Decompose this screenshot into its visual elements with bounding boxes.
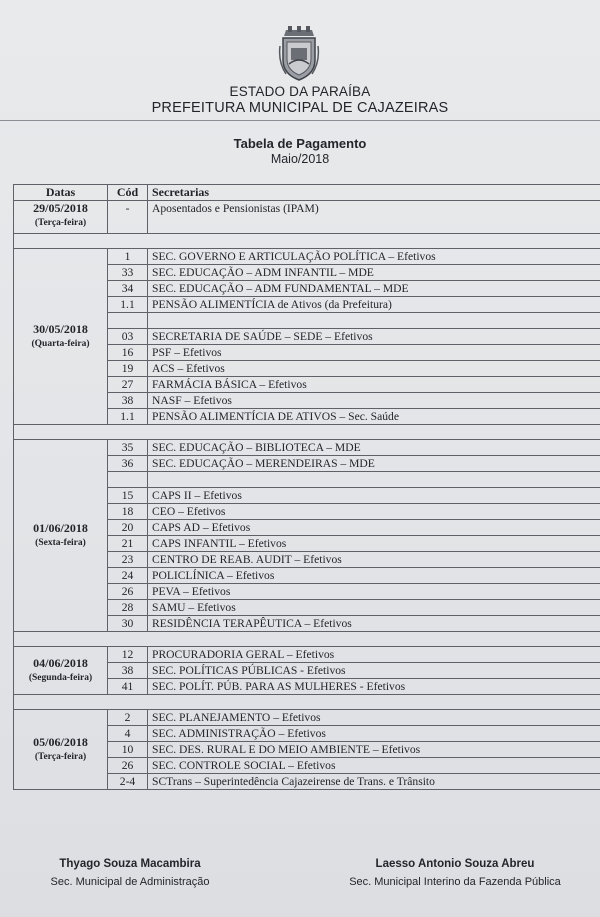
code-cell: 19 [108,361,148,377]
secretariat-cell: SEC. PLANEJAMENTO – Efetivos [148,710,600,726]
secretariat-cell [148,472,600,488]
signature-block-administration [30,858,230,888]
code-cell [108,472,148,488]
secretariat-cell: SEC. POLÍTICAS PÚBLICAS - Efetivos [148,663,600,679]
secretariat-cell: SEC. DES. RURAL E DO MEIO AMBIENTE – Efetivos [148,742,600,758]
code-cell: 1.1 [108,297,148,313]
code-cell: 24 [108,568,148,584]
secretariat-cell: SEC. EDUCAÇÃO – ADM INFANTIL – MDE [148,265,600,281]
secretariat-cell: CAPS INFANTIL – Efetivos [148,536,600,552]
signatory-role: Sec. Municipal de Administração [50,876,210,888]
table-row [14,201,600,234]
table-body [14,201,600,790]
code-cell: - [108,201,148,234]
payment-date: 05/06/2018 [33,734,88,749]
secretariat-cell: RESIDÊNCIA TERAPÊUTICA – Efetivos [148,616,600,632]
municipal-crest-icon [278,26,320,82]
signatory-name: Laesso Antonio Souza Abreu [375,858,535,870]
table-row [14,440,600,456]
code-cell: 18 [108,504,148,520]
code-cell: 36 [108,456,148,472]
code-cell: 2 [108,710,148,726]
secretariat-cell: SEC. POLÍT. PÚB. PARA AS MULHERES - Efetivos [148,679,600,695]
group-separator-row [14,695,600,710]
group-separator-row [14,425,600,440]
code-cell: 34 [108,281,148,297]
separator-cell [14,234,600,249]
code-cell: 1 [108,249,148,265]
column-header-code: Cód [108,185,148,201]
payment-date-cell [14,201,108,234]
code-cell: 38 [108,393,148,409]
code-cell: 15 [108,488,148,504]
document-title: Tabela de Pagamento [233,136,367,151]
signatory-name: Thyago Souza Macambira [59,858,201,870]
payment-date: 30/05/2018 [33,321,88,336]
separator-cell [14,632,600,647]
prefecture-name: PREFEITURA MUNICIPAL DE CAJAZEIRAS [151,100,449,116]
code-cell: 21 [108,536,148,552]
code-cell: 10 [108,742,148,758]
secretariat-cell: SECRETARIA DE SAÚDE – SEDE – Efetivos [148,329,600,345]
code-cell: 2-4 [108,774,148,790]
secretariat-cell: SEC. ADMINISTRAÇÃO – Efetivos [148,726,600,742]
payment-date-cell [14,440,108,632]
secretariat-cell: SEC. EDUCAÇÃO – MERENDEIRAS – MDE [148,456,600,472]
secretariat-cell: SEC. EDUCAÇÃO – ADM FUNDAMENTAL – MDE [148,281,600,297]
signature-block-finance [330,858,580,888]
payment-weekday: (Segunda-feira) [28,672,93,683]
secretariat-cell: CEO – Efetivos [148,504,600,520]
code-cell: 20 [108,520,148,536]
payment-date: 29/05/2018 [33,201,88,215]
code-cell: 33 [108,265,148,281]
code-cell: 41 [108,679,148,695]
code-cell: 12 [108,647,148,663]
code-cell: 1.1 [108,409,148,425]
code-cell: 23 [108,552,148,568]
secretariat-cell: CENTRO DE REAB. AUDIT – Efetivos [148,552,600,568]
signatory-role: Sec. Municipal Interino da Fazenda Pública [349,876,561,888]
payment-date-cell [14,647,108,695]
secretariat-cell: CAPS II – Efetivos [148,488,600,504]
group-separator-row [14,234,600,249]
code-cell: 26 [108,584,148,600]
code-cell: 38 [108,663,148,679]
code-cell: 30 [108,616,148,632]
secretariat-cell: FARMÁCIA BÁSICA – Efetivos [148,377,600,393]
column-header-secretariats: Secretarias [148,185,600,201]
secretariat-cell: SAMU – Efetivos [148,600,600,616]
document-subtitle: Maio/2018 [270,152,330,166]
secretariat-cell: SEC. GOVERNO E ARTICULAÇÃO POLÍTICA – Efetivos [148,249,600,265]
code-cell: 35 [108,440,148,456]
secretariat-cell: PENSÃO ALIMENTÍCIA DE ATIVOS – Sec. Saúde [148,409,600,425]
secretariat-cell: PSF – Efetivos [148,345,600,361]
secretariat-cell: CAPS AD – Efetivos [148,520,600,536]
payment-weekday: (Quarta-feira) [31,338,90,349]
payment-date-cell [14,710,108,790]
code-cell: 03 [108,329,148,345]
code-cell: 4 [108,726,148,742]
secretariat-cell: Aposentados e Pensionistas (IPAM) [148,201,600,234]
secretariat-cell: ACS – Efetivos [148,361,600,377]
secretariat-cell: SEC. EDUCAÇÃO – BIBLIOTECA – MDE [148,440,600,456]
table-row [14,710,600,726]
secretariat-cell: POLICLÍNICA – Efetivos [148,568,600,584]
payment-date: 01/06/2018 [33,520,88,535]
state-name: ESTADO DA PARAÍBA [229,84,371,99]
code-cell: 28 [108,600,148,616]
code-cell: 26 [108,758,148,774]
secretariat-cell: PROCURADORIA GERAL – Efetivos [148,647,600,663]
code-cell [108,313,148,329]
payment-weekday: (Terça-feira) [34,218,87,228]
table-row [14,647,600,663]
payment-weekday: (Terça-feira) [34,751,87,762]
payment-table [13,184,600,790]
header-divider [0,120,600,121]
table-row [14,249,600,265]
code-cell: 16 [108,345,148,361]
payment-weekday: (Sexta-feira) [35,537,86,548]
group-separator-row [14,632,600,647]
secretariat-cell: SCTrans – Superintedência Cajazeirense de Trans. e Trânsito [148,774,600,790]
secretariat-cell: PENSÃO ALIMENTÍCIA de Ativos (da Prefeitura) [148,297,600,313]
payment-date-cell [14,249,108,425]
table-header-row [14,185,600,201]
secretariat-cell: NASF – Efetivos [148,393,600,409]
column-header-dates: Datas [14,185,108,201]
separator-cell [14,695,600,710]
secretariat-cell: SEC. CONTROLE SOCIAL – Efetivos [148,758,600,774]
separator-cell [14,425,600,440]
secretariat-cell [148,313,600,329]
code-cell: 27 [108,377,148,393]
payment-date: 04/06/2018 [33,655,88,670]
secretariat-cell: PEVA – Efetivos [148,584,600,600]
